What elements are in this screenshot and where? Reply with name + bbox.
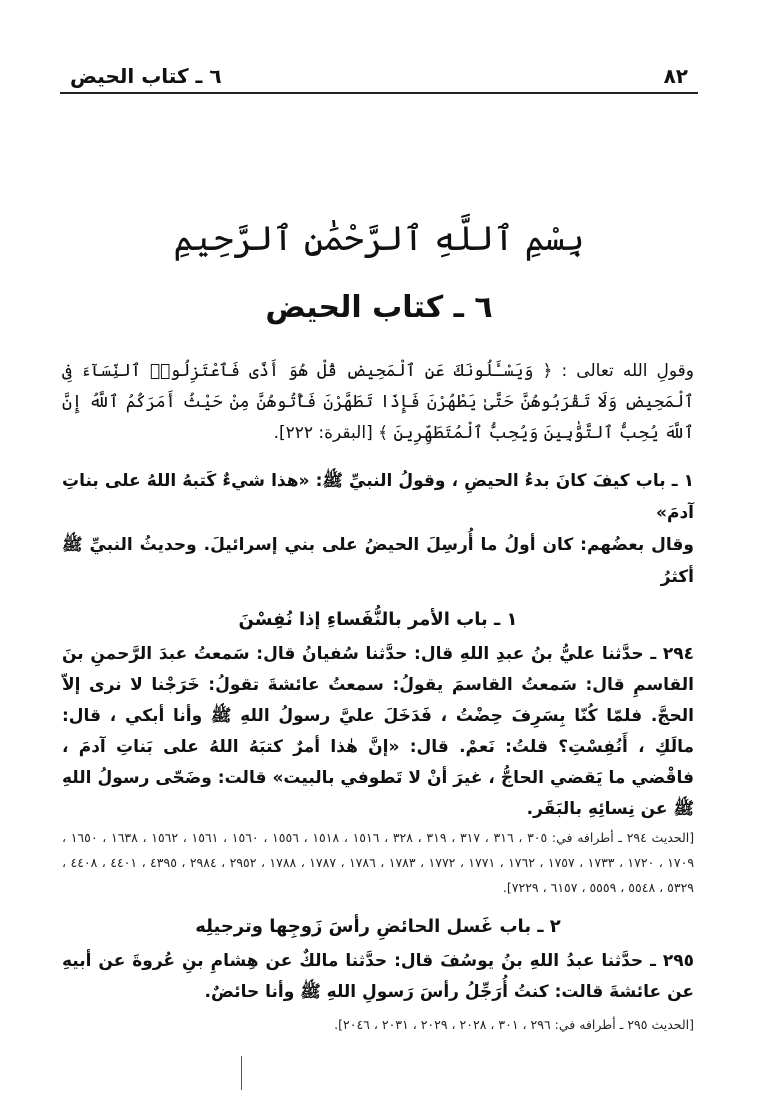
chapter-heading: ١ ـ باب كيفَ كانَ بدءُ الحيضِ ، وقولُ النبيِّ ﷺ: «هذا شيءٌ كَتبهُ اللهُ على بناتِ آدمَ» xyxy=(62,471,694,523)
page-content xyxy=(62,356,694,1037)
basmala: بِسْمِ ٱللَّهِ ٱلرَّحْمَٰنِ ٱلرَّحِيمِ xyxy=(173,219,585,259)
running-header xyxy=(60,62,698,94)
chapter-text: وقال بعضُهم: كان أولُ ما أُرسِلَ الحيضُ على بني إسرائيلَ. وحديثُ النبيِّ ﷺ أكثرُ xyxy=(62,535,694,587)
intro-lead: وقولِ الله تعالى : xyxy=(552,361,695,381)
refs-list: ٣٠٥ ، ٣١٦ ، ٣١٧ ، ٣١٩ ، ٣٢٨ ، ١٥١٦ ، ١٥١٨ ، ١٥٥٦ ، ١٥٦٠ ، ١٥٦١ ، ١٥٦٢ ، ١٦٣٨ ، ١٦٥٠ ، ١٧٠٩ ، ١٧٢٠ ، ١٧٣٣ ، ١٧٥٧ ، ١٧٦٢ ، ١٧٧١ ، ١٧٧٢ ، ١٧٨٣ ، ١٧٨٦ ، ١٧٨٧ ، ١٧٨٨ ، ٢٩٥٢ ، ٢٩٨٤ ، ٤٣٩٥ ، ٤٤٠١ ، ٤٤٠٨ ، ٥٣٢٩ ، ٥٥٤٨ ، ٥٥٥٩ ، ٦١٥٧ ، ٧٢٢٩]. xyxy=(62,830,695,895)
section-heading-1: ١ ـ باب الأمر بالنُّفَساءِ إذا نُفِسْنَ xyxy=(238,609,518,630)
hadith-295: ٢٩٥ ـ حدَّثنا عبدُ اللهِ بنُ يوسُفَ قال: حدَّثنا مالكٌ عن هِشامِ بنِ عُروةَ عن أبيهِ عن عائشةَ قالت: كنتُ أُرَجِّلُ رأسَ رَسولِ اللهِ ﷺ وأنا حائضٌ. xyxy=(62,951,694,1002)
hadith-294: ٢٩٤ ـ حدَّثنا عليُّ بنُ عبدِ اللهِ قال: حدَّثنا سُفيانُ قال: سَمعتُ عبدَ الرَّحمنِ بنَ القاسمِ قال: سَمعتُ القاسمَ يقولُ: سمعتُ عائشةَ تقولُ: خَرَجْنا لا نرى إلاّ الحجَّ. فلمّا كُنّا بِسَرِفَ حِضْتُ ، فَدَخَلَ عليَّ رسولُ اللهِ ﷺ وأنا أبكي ، قال: مالَكِ ، أَنُفِسْتِ؟ قلتُ: نَعمْ. قال: «إنَّ هٰذا أمرٌ كتبَهُ اللهُ على بَناتِ آدمَ ، فاقْضي ما يَقضي الحاجُّ ، غيرَ أنْ لا تَطوفي بالبيت» قالت: وضَحّى رسولُ اللهِ ﷺ عن نِسائِهِ بالبَقَر. xyxy=(62,644,694,819)
book-title: ٦ ـ كتاب الحيض xyxy=(265,290,493,325)
verse-reference: [البقرة: ٢٢٢]. xyxy=(273,423,373,443)
quran-verse: ﴿ وَيَسْـَٔلُونَكَ عَنِ ٱلْمَحِيضِ قُلْ هُوَ أَذًى فَٱعْتَزِلُوا۟ ٱلنِّسَآءَ فِى ٱلْمَحِيضِ وَلَا تَقْرَبُوهُنَّ حَتَّىٰ يَطْهُرْنَ فَإِذَا تَطَهَّرْنَ فَأْتُوهُنَّ مِنْ حَيْثُ أَمَرَكُمُ ٱللَّهُ إِنَّ ٱللَّهَ يُحِبُّ ٱلتَّوَّٰبِينَ وَيُحِبُّ ٱلْمُتَطَهِّرِينَ ﴾ xyxy=(62,361,694,443)
intro-paragraph xyxy=(62,356,694,449)
hadith-295-references: [الحديث ٢٩٥ ـ أطرافه في: ٢٩٦ ، ٣٠١ ، ٢٠٢٨ ، ٢٠٢٩ ، ٢٠٣١ ، ٢٠٤٦]. xyxy=(334,1017,694,1032)
hadith-294-references xyxy=(62,825,694,900)
margin-mark xyxy=(241,1056,242,1090)
running-title: ٦ ـ كتاب الحيض xyxy=(70,64,222,88)
page-number: ٨٢ xyxy=(663,64,688,88)
refs-lead: [الحديث ٢٩٤ ـ أطرافه في: xyxy=(547,830,695,845)
section-heading-2: ٢ ـ باب غَسل الحائضِ رأسَ زَوجِها وترجيلِه xyxy=(195,916,561,937)
